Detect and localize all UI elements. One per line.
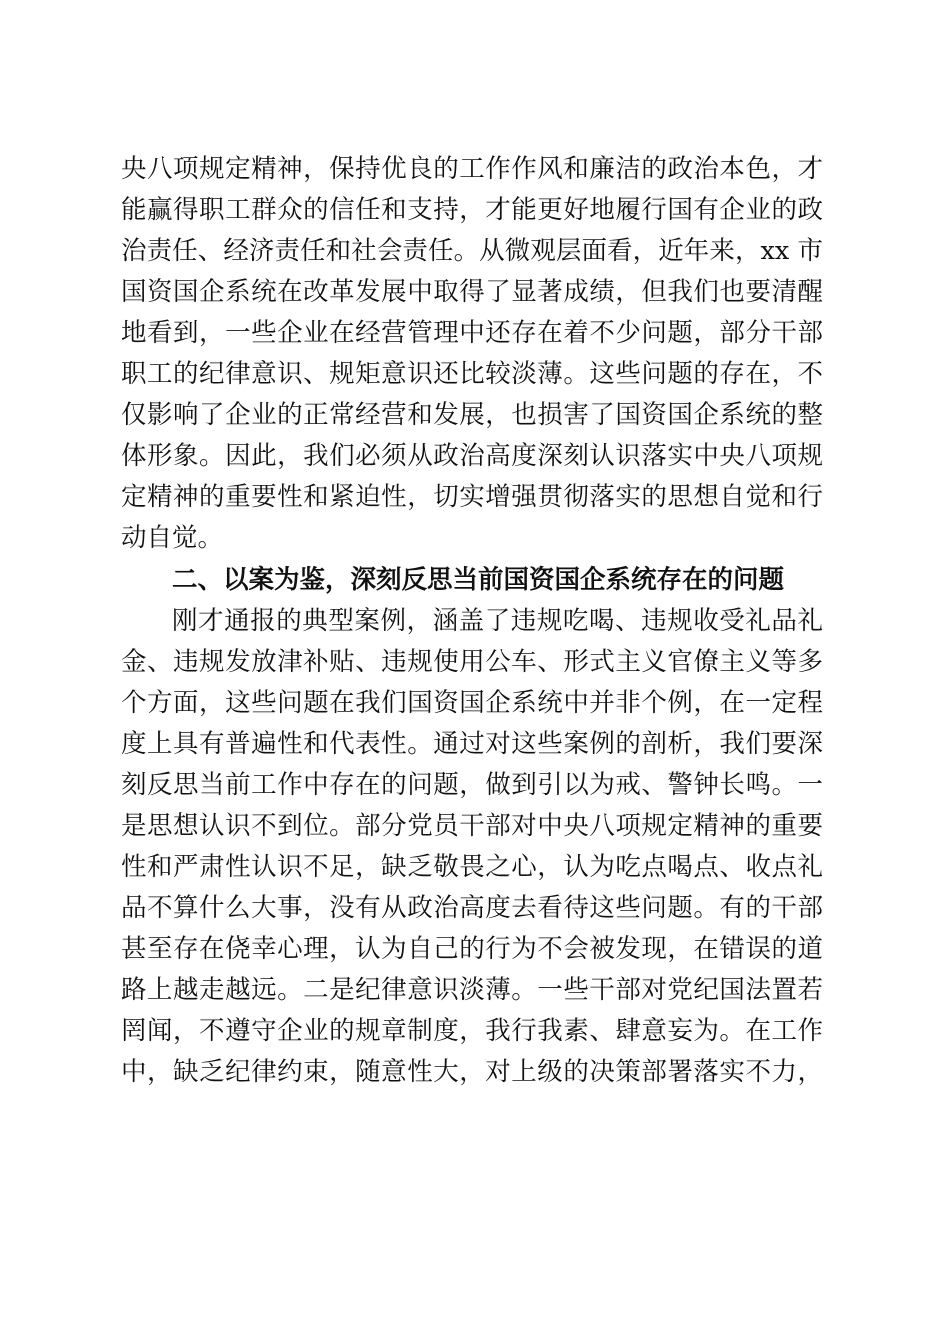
- section-heading: 二、以案为鉴，深刻反思当前国资国企系统存在的问题: [172, 565, 785, 595]
- paragraph-line: 性和严肃性认识不足，缺乏敬畏之心，认为吃点喝点、收点礼: [121, 852, 823, 882]
- paragraph-line: 定精神的重要性和紧迫性，切实增强贯彻落实的思想自觉和行: [121, 482, 823, 512]
- paragraph-line: 中，缺乏纪律约束，随意性大，对上级的决策部署落实不力，: [121, 1057, 823, 1087]
- paragraph-line: 甚至存在侥幸心理，认为自己的行为不会被发现，在错误的道: [121, 934, 823, 964]
- paragraph-line: 罔闻，不遵守企业的规章制度，我行我素、肆意妄为。在工作: [121, 1016, 823, 1046]
- paragraph-line: 治责任、经济责任和社会责任。从微观层面看，近年来，xx 市: [121, 236, 823, 266]
- paragraph-line: 国资国企系统在改革发展中取得了显著成绩，但我们也要清醒: [121, 277, 823, 307]
- paragraph-line: 是思想认识不到位。部分党员干部对中央八项规定精神的重要: [121, 811, 823, 841]
- paragraph-line: 职工的纪律意识、规矩意识还比较淡薄。这些问题的存在，不: [121, 359, 823, 389]
- paragraph-line: 体形象。因此，我们必须从政治高度深刻认识落实中央八项规: [121, 441, 823, 471]
- paragraph-line: 动自觉。: [121, 523, 224, 553]
- paragraph-line: 品不算什么大事，没有从政治高度去看待这些问题。有的干部: [121, 893, 823, 923]
- paragraph-line: 能赢得职工群众的信任和支持，才能更好地履行国有企业的政: [121, 195, 823, 225]
- paragraph-line: 金、违规发放津补贴、违规使用公车、形式主义官僚主义等多: [121, 647, 823, 677]
- paragraph-line: 度上具有普遍性和代表性。通过对这些案例的剖析，我们要深: [121, 729, 823, 759]
- paragraph-line: 刻反思当前工作中存在的问题，做到引以为戒、警钟长鸣。一: [121, 770, 823, 800]
- paragraph-line: 路上越走越远。二是纪律意识淡薄。一些干部对党纪国法置若: [121, 975, 823, 1005]
- paragraph-line: 个方面，这些问题在我们国资国企系统中并非个例，在一定程: [121, 688, 823, 718]
- paragraph-line: 仅影响了企业的正常经营和发展，也损害了国资国企系统的整: [121, 400, 823, 430]
- paragraph-line: 地看到，一些企业在经营管理中还存在着不少问题，部分干部: [121, 318, 823, 348]
- paragraph-line: 央八项规定精神，保持优良的工作作风和廉洁的政治本色，才: [121, 154, 823, 184]
- paragraph-line: 刚才通报的典型案例，涵盖了违规吃喝、违规收受礼品礼: [172, 606, 823, 636]
